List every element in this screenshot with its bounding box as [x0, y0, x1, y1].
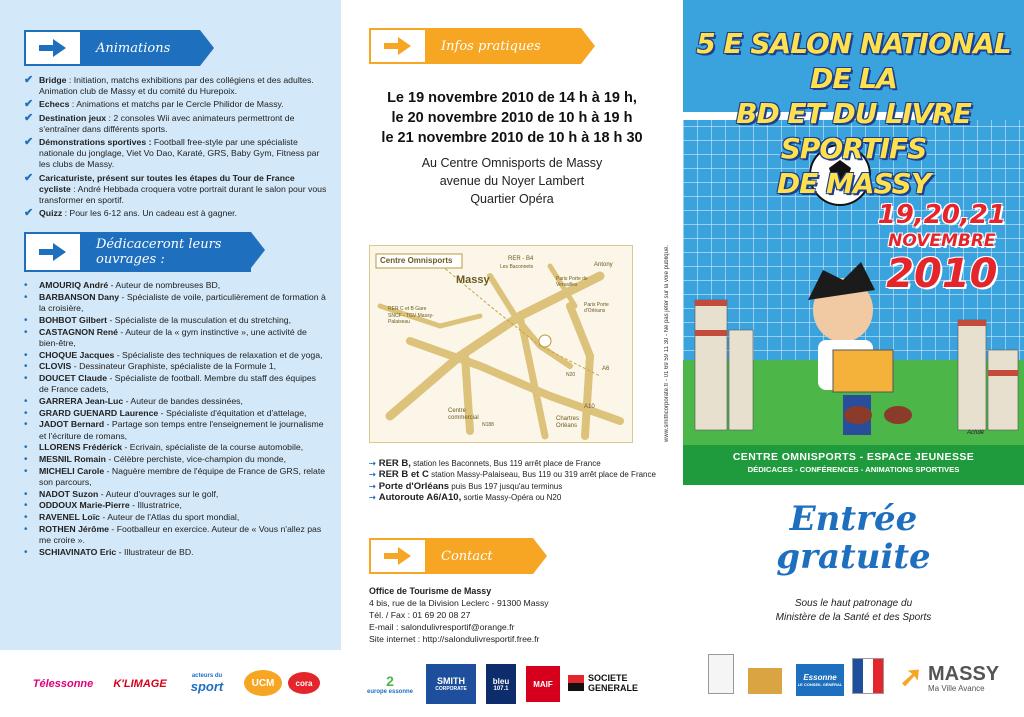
smith-corporate-logo: SMITH CORPORATE [426, 664, 476, 704]
check-icon: ✔ [24, 74, 34, 86]
list-item: • LLORENS Frédérick - Ecrivain, spécialiste de la course automobile, [24, 442, 304, 454]
bullet-icon: • [24, 465, 28, 477]
event-poster [683, 0, 1024, 485]
list-item: • GRARD GUENARD Laurence - Spécialiste d'équitation et d'attelage, [24, 407, 307, 419]
contact-details [369, 585, 549, 645]
list-item: • DOUCET Claude - Spécialiste de football. Membre du staff des équipes de France cadets, [24, 373, 317, 395]
event-dates: Le 19 novembre 2010 de 14 h à 19 h, le 20 novembre 2010 de 10 h à 19 h le 21 novembre 2010 de 10 h à 18 h 30 [381, 90, 643, 146]
bullet-icon: • [24, 546, 28, 558]
europe-essonne-logo: 2 europe essonne [366, 673, 414, 695]
map-label-rer-b4: RER - B4 [508, 256, 534, 262]
books-icon [748, 668, 782, 694]
authors-list [24, 280, 327, 557]
bullet-icon: • [24, 407, 28, 419]
bullet-icon: • [24, 442, 28, 454]
contact-org: Office de Tourisme de Massy [369, 586, 492, 596]
list-item: ⇢ RER B et C station Massy-Palaiseau, Bus 119 ou 319 arrêt place de France [369, 469, 656, 481]
maif-logo: MAIF [526, 666, 560, 702]
map-label-a6: A6 [602, 366, 610, 372]
list-item: ✔ Quizz : Pour les 6-12 ans. Un cadeau est à gagner. [24, 207, 237, 220]
essonne-cg-logo: Essonne LE CONSEIL GÉNÉRAL [796, 664, 844, 696]
middle-column [341, 0, 683, 650]
list-item: ⇢ Autoroute A6/A10, sortie Massy-Opéra ou N20 [369, 492, 562, 504]
france-bleu-logo: bleu 107.1 [486, 664, 516, 704]
bullet-icon: • [24, 361, 28, 373]
dotted-arrow-icon: ⇢ [369, 459, 376, 468]
list-item: ✔ Démonstrations sportives : Football free-style par une spécialiste nationale du jonglage, Viet Vo Dao, Karaté, GRS, Baby Gym, Fitness par les clubs de Massy. [24, 136, 320, 170]
sponsor-logos [0, 650, 1024, 717]
free-entry-text: Entrée gratuite [776, 499, 931, 577]
check-icon: ✔ [24, 98, 34, 111]
animations-banner [24, 30, 327, 66]
list-item: • AMOURIQ André - Auteur de nombreuses BD, [24, 280, 221, 292]
klimage-logo: K'LIMAGE [113, 678, 167, 690]
arrow-right-icon [369, 538, 427, 574]
bullet-icon: • [24, 488, 28, 500]
check-icon: ✔ [24, 171, 34, 184]
map-label-paris2: Paris Porte de Versailles [556, 276, 588, 288]
list-item: • GARRERA Jean-Luc - Auteur de bandes dessinées, [24, 395, 243, 407]
map-label-paris: Paris Porte d'Orléans [584, 302, 609, 314]
ministry-logo [852, 658, 884, 694]
list-item: ✔ Destination jeux : 2 consoles Wii avec animateurs permettront de s'entraîner dans différents sports. [24, 111, 295, 134]
acteurs-du-sport-logo: acteurs du sport [190, 672, 224, 694]
contact-address: 4 bis, rue de la Division Leclerc - 91300 Massy [369, 598, 549, 608]
list-item: • RAVENEL Loïc - Auteur de l'Atlas du sport mondial, [24, 512, 240, 523]
map-label-centre: Centre Omnisports [380, 256, 453, 265]
contact-banner [369, 538, 533, 574]
societe-generale-logo: SOCIETE GENERALE [568, 668, 658, 698]
bullet-icon: • [24, 512, 28, 523]
arrow-right-icon [369, 28, 427, 64]
poster-title: 5 E SALON NATIONAL DE LA BD ET DU LIVRE SPORTIFS DE MASSY [696, 27, 1011, 200]
print-note: www.smithcorporate.fr - 01 69 59 11 30 - Ne pas jeter sur la voie publique. [664, 245, 670, 442]
list-item: • CLOVIS - Dessinateur Graphiste, spécialiste de la Formule 1, [24, 361, 277, 373]
map-label-a10: A10 [584, 404, 595, 410]
bullet-icon: • [24, 523, 28, 535]
bullet-icon: • [24, 292, 28, 304]
list-item: • MICHELI Carole - Naguère membre de l'équipe de France de GRS, relate son parcours, [24, 465, 326, 487]
infos-heading: Infos pratiques [427, 28, 581, 64]
bullet-icon: • [24, 395, 28, 407]
map-label-commercial: Centre commercial [448, 408, 479, 421]
poster-thumbnail-icon [708, 654, 734, 694]
left-column [0, 0, 341, 650]
list-item: • MESNIL Romain - Célèbre perchiste, vice-champion du monde, [24, 453, 287, 465]
bullet-icon: • [24, 326, 28, 338]
map-label-n188: N188 [482, 422, 494, 428]
check-icon: ✔ [24, 207, 34, 220]
contact-site[interactable]: Site internet : http://salondulivresportif.free.fr [369, 634, 540, 644]
animations-heading: Animations [82, 30, 200, 66]
list-item: • CASTAGNON René - Auteur de la « gym instinctive », une activité de bien-être, [24, 326, 307, 348]
map-label-n20: N20 [566, 372, 576, 378]
poster-banner: CENTRE OMNISPORTS - ESPACE JEUNESSE DÉDICACES - CONFÉRENCES - ANIMATIONS SPORTIVES [683, 445, 1024, 485]
animations-list [24, 75, 327, 219]
map-label-massy: Massy [456, 274, 490, 286]
list-item: • ROTHEN Jérôme - Footballeur en exercice. Auteur de « Vous n'allez pas me croire ». [24, 523, 322, 545]
bullet-icon: • [24, 280, 28, 292]
dedicaces-heading: Dédicaceront leurs ouvrages : [82, 232, 251, 272]
list-item: • ODDOUX Marie-Pierre - Illustratrice, [24, 500, 182, 512]
list-item: ⇢ RER B, station les Baconnets, Bus 119 arrêt place de France [369, 458, 601, 469]
bullet-icon: • [24, 315, 28, 327]
massy-logo: MASSY Ma Ville Avance [928, 662, 1000, 693]
list-item: • JADOT Bernard - Partage son temps entre l'enseignement le journalisme et l'écriture de romans, [24, 419, 324, 441]
transport-list [369, 458, 656, 504]
massy-m-icon: ➚ [899, 660, 923, 692]
telessonne-logo: Télessonne [32, 678, 94, 690]
list-item: ⇢ Porte d'Orléans puis Bus 197 jusqu'au terminus [369, 480, 563, 492]
contact-phone: Tél. / Fax : 01 69 20 08 27 [369, 610, 471, 620]
poster-date: 19,20,21 NOVEMBRE 2010 [877, 200, 1006, 297]
bullet-icon: • [24, 500, 28, 512]
access-map [369, 245, 633, 443]
list-item: • CHOQUE Jacques - Spécialiste des techniques de relaxation et de yoga, [24, 349, 323, 361]
list-item: • SCHIAVINATO Eric - Illustrateur de BD. [24, 546, 194, 558]
list-item: ✔ Caricaturiste, présent sur toutes les étapes du Tour de France cycliste : André Hebbada croquera votre portrait durant le salon pour vous transformer en sportif. [24, 171, 327, 206]
bullet-icon: • [24, 349, 28, 361]
map-label-baconnets: Les Baconnets [500, 264, 534, 270]
dotted-arrow-icon: ⇢ [369, 470, 376, 480]
map-label-chartres: Chartres Orléans [556, 416, 580, 429]
bullet-icon: • [24, 419, 28, 431]
list-item: • BARBANSON Dany - Spécialiste de voile, particulièrement de formation à la croisière, [24, 292, 326, 314]
check-icon: ✔ [24, 111, 34, 124]
event-venue: Au Centre Omnisports de Massy avenue du Noyer Lambert Quartier Opéra [421, 156, 603, 206]
dotted-arrow-icon: ⇢ [369, 493, 376, 503]
patronage-text: Sous le haut patronage du Ministère de la Santé et des Sports [775, 598, 932, 623]
sg-square-icon [568, 675, 584, 691]
list-item: • BOHBOT Gilbert - Spécialiste de la musculation et du stretching, [24, 315, 292, 327]
arrow-right-icon [24, 232, 82, 272]
dedicaces-banner [24, 232, 327, 272]
map-label-antony: Antony [594, 262, 613, 268]
check-icon: ✔ [24, 136, 34, 149]
list-item: • NADOT Suzon - Auteur d'ouvrages sur le golf, [24, 488, 219, 500]
contact-email[interactable]: E-mail : salondulivresportif@orange.fr [369, 622, 515, 632]
infos-banner [369, 28, 581, 64]
map-label-gare: RER C et B Gare SNCF - TGV Massy-Palaiseau [388, 306, 434, 325]
ucm-logo: UCM [244, 670, 282, 696]
bullet-icon: • [24, 453, 28, 465]
dotted-arrow-icon: ⇢ [369, 481, 376, 491]
arrow-right-icon [24, 30, 82, 66]
event-info [341, 76, 683, 208]
list-item: ✔ Echecs : Animations et matchs par le Cercle Philidor de Massy. [24, 98, 284, 111]
contact-heading: Contact [427, 538, 533, 574]
artist-signature: Achdé [967, 430, 985, 436]
list-item: ✔ Bridge : Initiation, matchs exhibitions par des collégiens et des adultes. Animation club de Massy et du comité du Hurepoix. [24, 74, 314, 97]
bullet-icon: • [24, 373, 28, 385]
cora-logo: cora [288, 672, 320, 694]
